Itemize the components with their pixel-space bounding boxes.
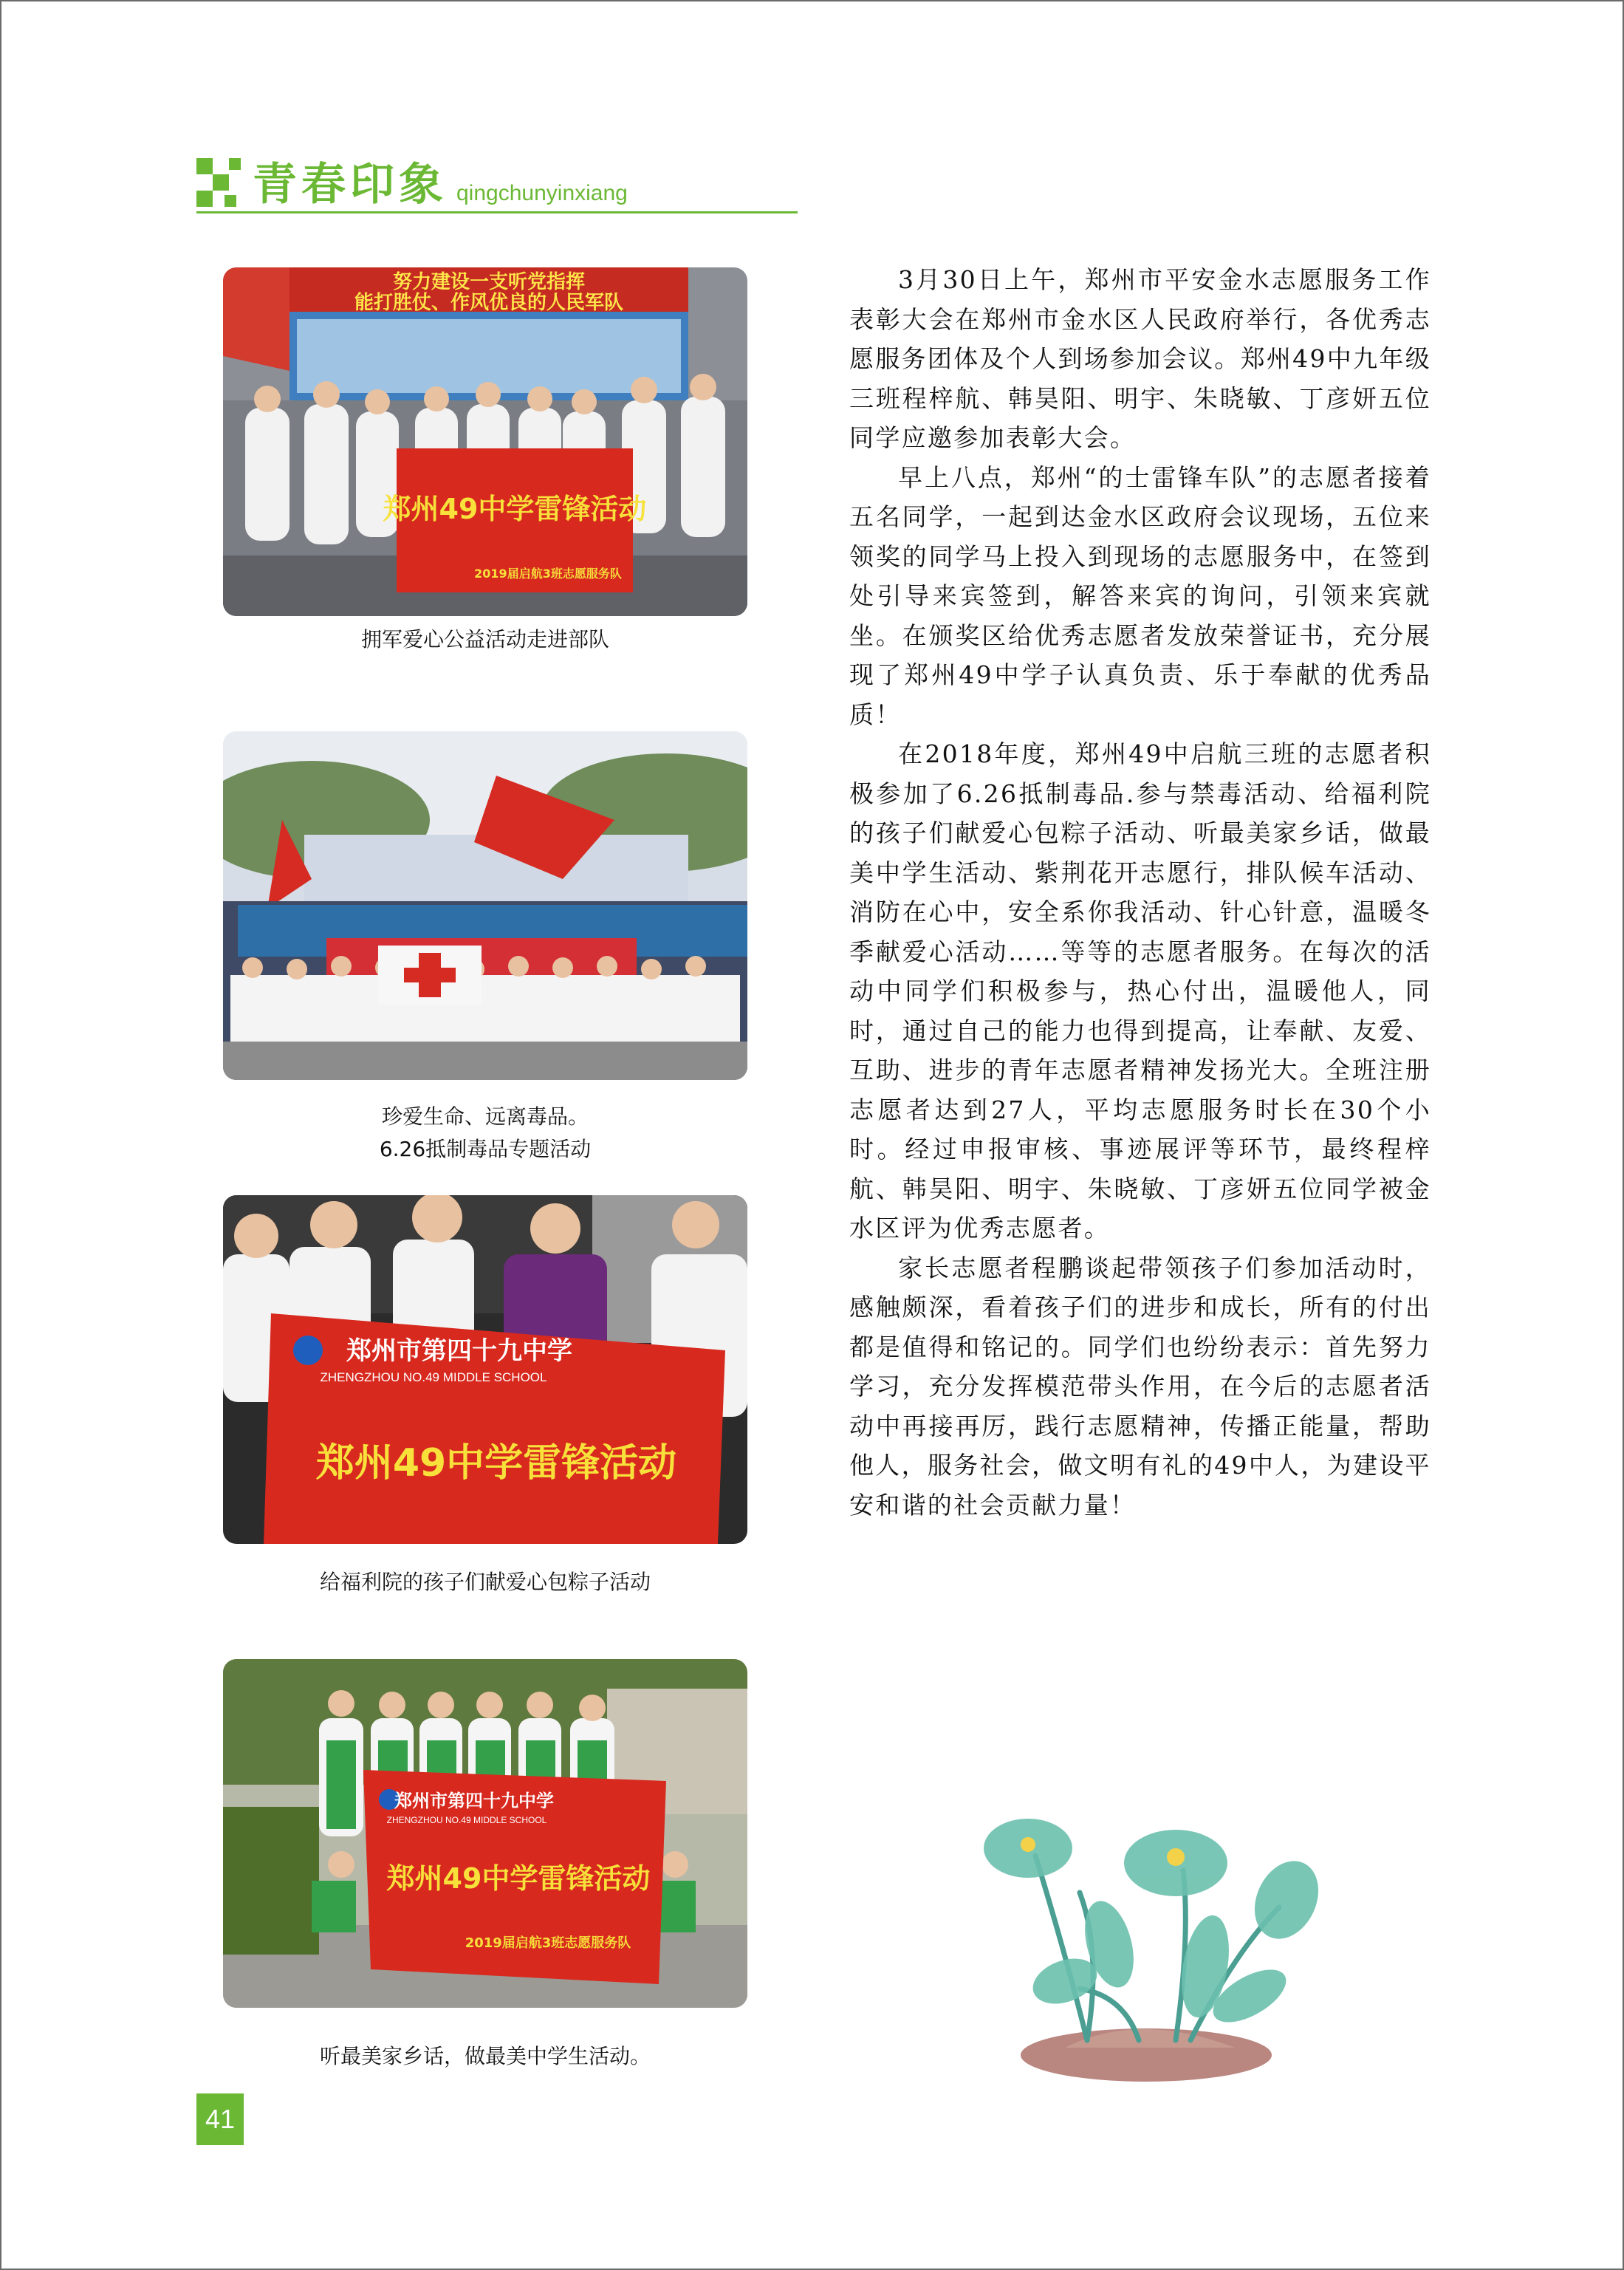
banner-school-name: 郑州市第四十九中学 [394,1790,554,1811]
caption-photo-2-line1: 珍爱生命、远离毒品。 [381,1104,589,1129]
article-body [849,260,1431,1525]
flower-illustration-icon [954,1804,1338,2085]
article-paragraph-2: 早上八点，郑州“的士雷锋车队”的志愿者接着五名同学，一起到达金水区政府会议现场，五位来领奖的同学马上投入到现场的志愿服务中，在签到处引导来宾签到，解答来宾的询问，引领来宾就坐。在颁奖区给优秀志愿者发放荣誉证书，充分展现了郑州49中学子认真负责、乐于奉献的优秀品质！ [849,462,1431,729]
banner-subtext: 2019届启航3班志愿服务队 [465,1935,631,1951]
article-paragraph-3: 在2018年度，郑州49中启航三班的志愿者积极参加了6.26抵制毒品.参与禁毒活动、给福利院的孩子们献爱心包粽子活动、听最美家乡话，做最美中学生活动、紫荆花开志愿行，排队候车活动、消防在心中，安全系你我活动、针心针意，温暖冬季献爱心活动……等等的志愿者服务。在每次的活动中同学们积极参与，热心付出，温暖他人，同时，通过自己的能力也得到提高，让奉献、友爱、互助、进步的青年志愿者精神发扬光大。全班注册志愿者达到27人，平均志愿服务时长在30个小时。经过申报审核、事迹展评等环节，最终程梓航、韩昊阳、明宇、朱晓敏、丁彦妍五位同学被金水区评为优秀志愿者。 [849,739,1431,1242]
green-cross-logo-icon [196,158,241,207]
photo-anti-drug-event [223,731,747,1080]
article-paragraph-1: 3月30日上午，郑州市平安金水志愿服务工作表彰大会在郑州市金水区人民政府举行，各优秀志愿服务团体及个人到场参加会议。郑州49中九年级三班程梓航、韩昊阳、明宇、朱晓敏、丁彦妍五位同学应邀参加表彰大会。 [849,265,1431,452]
banner-text: 郑州49中学雷锋活动 [383,493,647,525]
photo-orphanage-visit [223,1195,747,1544]
caption-photo-4: 听最美家乡话，做最美中学生活动。 [319,2044,651,2068]
banner-english-name: ZHENGZHOU NO.49 MIDDLE SCHOOL [386,1815,547,1825]
banner-subtext: 2019届启航3班志愿服务队 [474,567,622,581]
banner-school-name: 郑州市第四十九中学 [346,1336,572,1366]
photo-army-visit [223,267,747,616]
banner-text: 郑州49中学雷锋活动 [315,1441,677,1486]
caption-photo-2-line2: 6.26抵制毒品专题活动 [379,1137,592,1161]
photo-hometown-dialect-event [223,1659,747,2008]
header-divider [196,211,798,213]
caption-photo-1: 拥军爱心公益活动走进部队 [360,627,609,652]
section-pinyin: qingchunyinxiang [456,181,628,205]
caption-photo-2 [223,1101,747,1166]
page-number: 41 [196,2093,244,2145]
article-paragraph-4: 家长志愿者程鹏谈起带领孩子们参加活动时，感触颇深，看着孩子们的进步和成长，所有的付出都是值得和铭记的。同学们也纷纷表示：首先努力学习，充分发挥模范带头作用，在今后的志愿者活动中再接再厉，践行志愿精神，传播正能量，帮助他人，服务社会，做文明有礼的49中人，为建设平安和谐的社会贡献力量！ [849,1253,1431,1519]
banner-english-name: ZHENGZHOU NO.49 MIDDLE SCHOOL [320,1370,547,1384]
board-slogan-line2: 能打胜仗、作风优良的人民军队 [354,292,624,314]
board-slogan-line1: 努力建设一支听党指挥 [392,271,586,293]
banner-text: 郑州49中学雷锋活动 [386,1862,651,1895]
caption-photo-3: 给福利院的孩子们献爱心包粽子活动 [319,1570,651,1594]
section-title: 青春印象 [253,159,448,211]
